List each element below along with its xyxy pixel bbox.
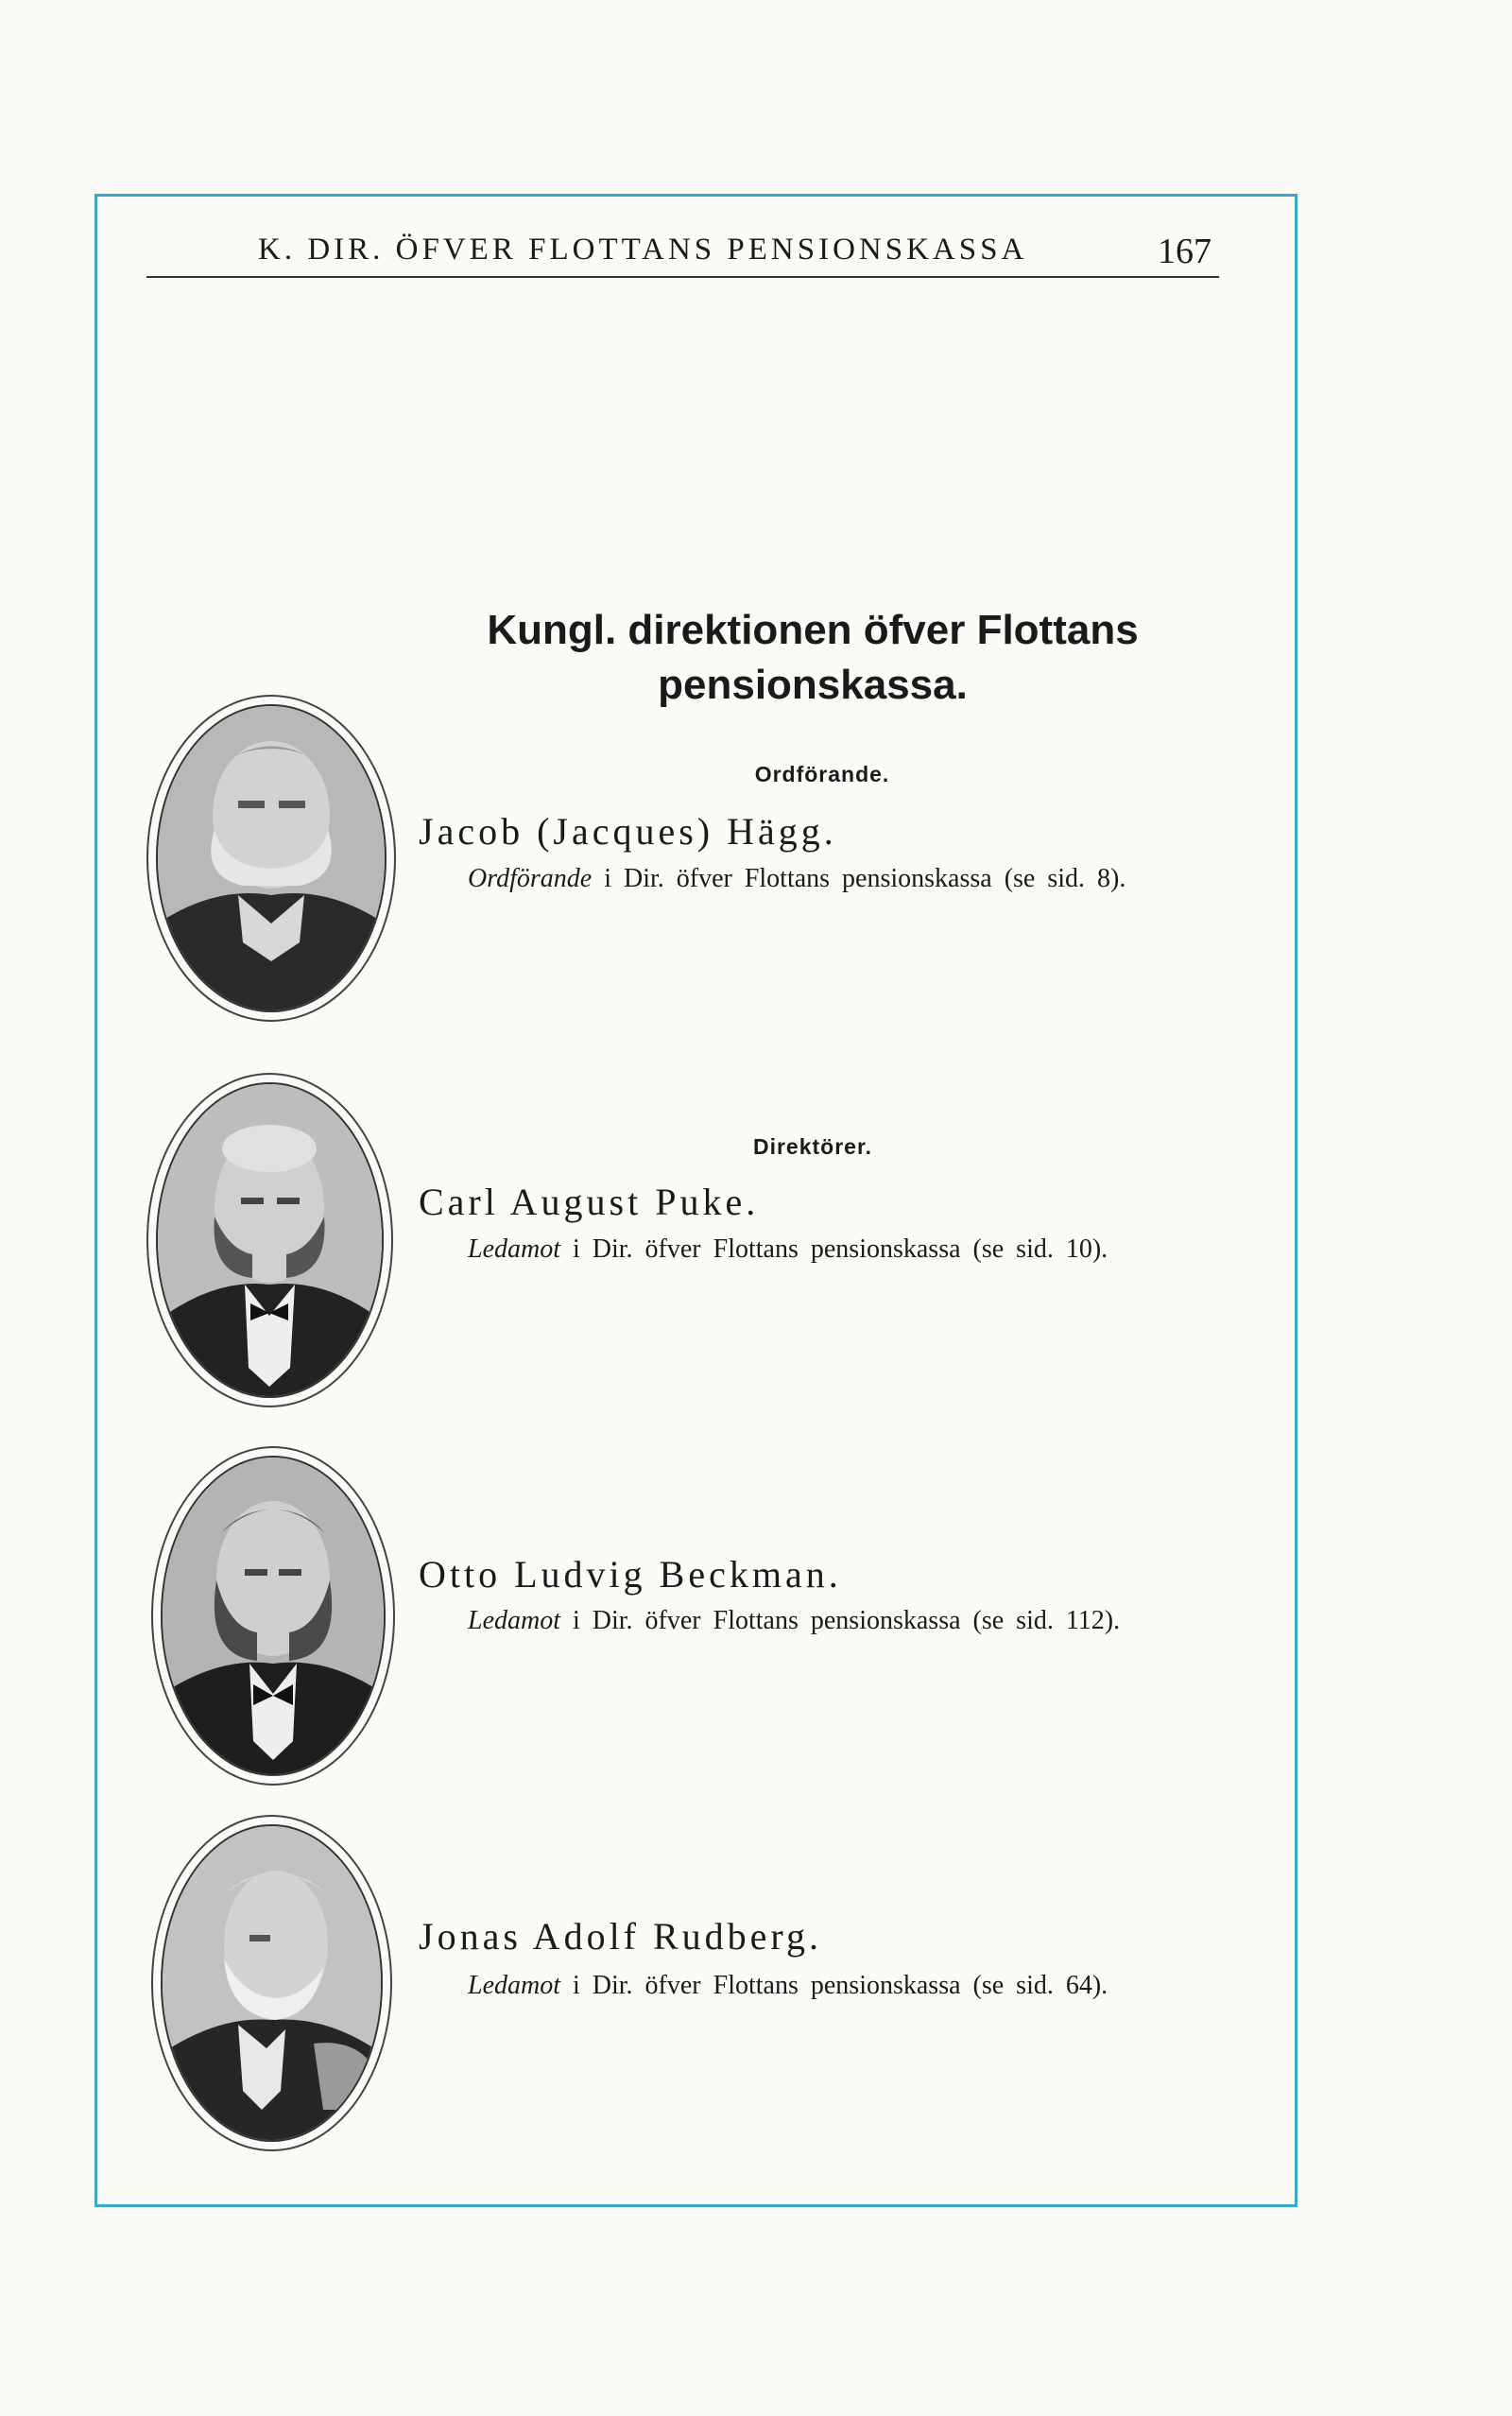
page-title — [416, 603, 1210, 713]
person-description-3 — [419, 1605, 1231, 1637]
section-heading-directors: Direktörer. — [752, 1134, 873, 1159]
person-description-1 — [419, 863, 1231, 895]
person-details-3: i Dir. öfver Flottans pensionskassa (se sid. 112). — [560, 1606, 1121, 1635]
portrait-jacob-hagg — [156, 704, 387, 1012]
title-line-1: Kungl. direktionen öfver Flottans — [487, 607, 1139, 653]
person-role-2: Ledamot — [468, 1234, 560, 1264]
person-details-1: i Dir. öfver Flottans pensionskassa (se sid. 8). — [592, 864, 1126, 893]
portrait-jonas-rudberg — [161, 1824, 383, 2142]
section-heading-chair: Ordförande. — [754, 762, 890, 786]
running-title: K. DIR. ÖFVER FLOTTANS PENSIONSKASSA — [258, 233, 1028, 267]
person-description-4 — [419, 1970, 1231, 2002]
person-name-2: Carl August Puke. — [419, 1181, 760, 1223]
person-role-3: Ledamot — [468, 1606, 560, 1635]
running-header — [146, 233, 1219, 278]
person-details-2: i Dir. öfver Flottans pensionskassa (se sid. 10). — [560, 1234, 1108, 1264]
portrait-carl-puke — [156, 1082, 384, 1398]
person-name-4: Jonas Adolf Rudberg. — [419, 1915, 823, 1958]
person-role-4: Ledamot — [468, 1971, 560, 2000]
person-details-4: i Dir. öfver Flottans pensionskassa (se sid. 64). — [560, 1971, 1108, 2000]
portrait-otto-beckman — [161, 1456, 386, 1776]
person-name-3: Otto Ludvig Beckman. — [419, 1553, 842, 1596]
title-line-2: pensionskassa. — [658, 662, 968, 708]
person-name-1: Jacob (Jacques) Hägg. — [419, 810, 837, 853]
person-role-1: Ordförande — [468, 864, 593, 893]
person-description-2 — [419, 1234, 1231, 1266]
page-number: 167 — [1158, 232, 1211, 271]
